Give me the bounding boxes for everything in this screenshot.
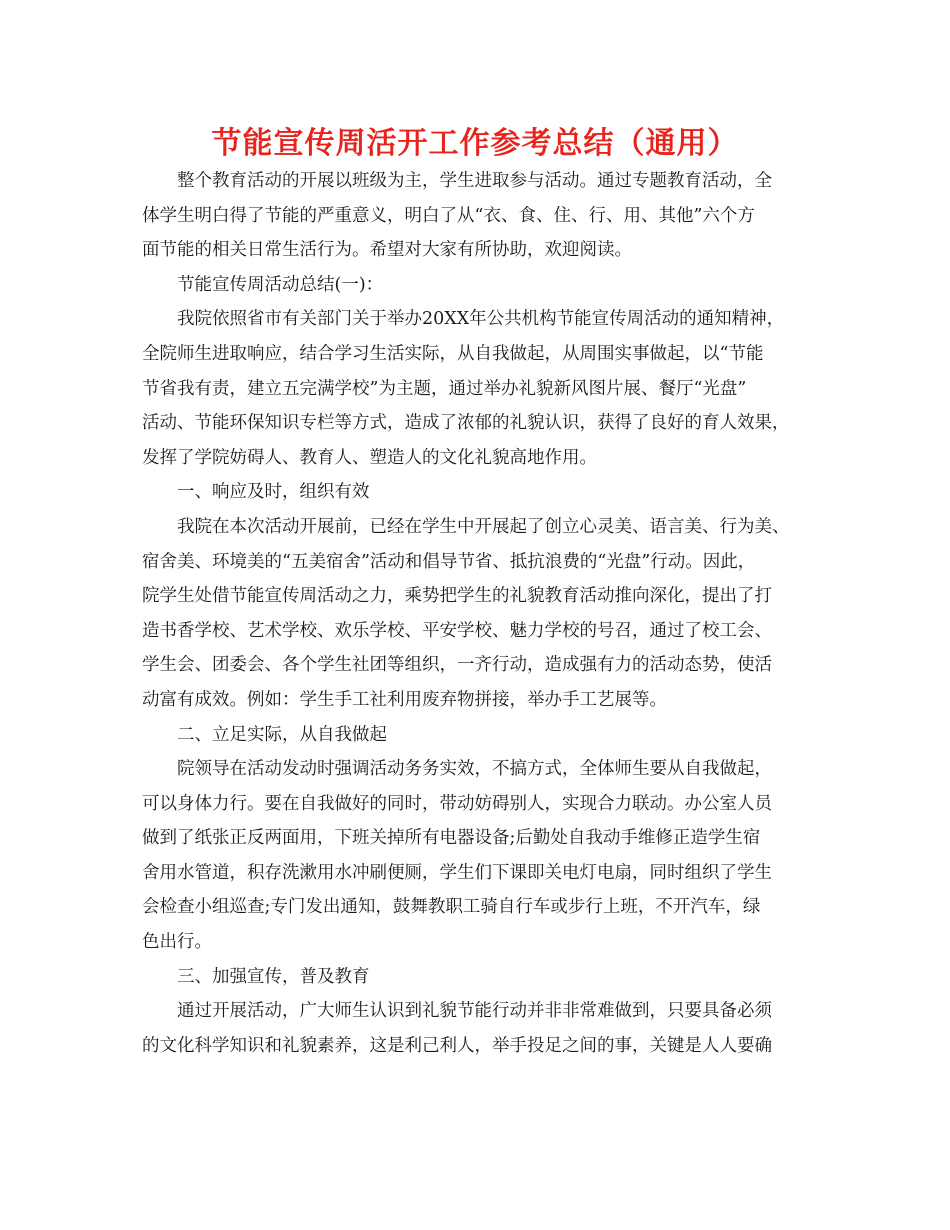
text-line: 舍用水管道，积存洗漱用水冲刷便厕，学生们下课即关电灯电扇，同时组织了学生	[142, 862, 772, 883]
text-line: 二、立足实际，从自我做起	[177, 724, 387, 745]
paragraph	[142, 268, 832, 303]
text-line: 我院在本次活动开展前，已经在学生中开展起了创立心灵美、语言美、行为美、	[177, 516, 790, 537]
text-line: 学生会、团委会、各个学生社团等组织，一齐行动，造成强有力的活动态势，使活	[142, 655, 772, 676]
paragraph	[142, 718, 832, 753]
text-line: 造书香学校、艺术学校、欢乐学校、平安学校、魅力学校的号召，通过了校工会、	[142, 620, 772, 641]
text-line: 我院依照省市有关部门关于举办20XX年公共机构节能宣传周活动的通知精神，	[177, 309, 785, 330]
paragraph	[142, 960, 832, 995]
text-line: 院学生处借节能宣传周活动之力，乘势把学生的礼貌教育活动推向深化，提出了打	[142, 586, 772, 607]
text-line: 节能宣传周活动总结(一)：	[177, 274, 384, 295]
paragraph	[142, 475, 832, 510]
text-line: 动富有成效。例如：学生手工社利用废弃物拼接，举办手工艺展等。	[142, 689, 667, 710]
paragraph	[142, 752, 832, 960]
text-line: 节省我有责，建立五完满学校”为主题，通过举办礼貌新风图片展、餐厅“光盘”	[142, 378, 747, 399]
text-line: 做到了纸张正反两面用，下班关掉所有电器设备;后勤处自我动手维修正造学生宿	[142, 828, 761, 849]
text-line: 整个教育活动的开展以班级为主，学生进取参与活动。通过专题教育活动，全	[177, 171, 772, 191]
paragraph	[142, 302, 832, 475]
text-line: 通过开展活动，广大师生认识到礼貌节能行动并非非常难做到，只要具备必须	[177, 1001, 772, 1022]
text-line: 三、加强宣传，普及教育	[177, 966, 370, 987]
text-line: 体学生明白得了节能的严重意义，明白了从“衣、食、住、行、用、其他”六个方	[142, 205, 755, 226]
text-line: 的文化科学知识和礼貌素养，这是利己利人，举手投足之间的事，关键是人人要确	[142, 1035, 772, 1056]
text-line: 宿舍美、环境美的“五美宿舍”活动和倡导节省、抵抗浪费的“光盘”行动。因此，	[142, 551, 756, 572]
text-line: 一、响应及时，组织有效	[177, 482, 370, 503]
text-line: 全院师生进取响应，结合学习生活实际，从自我做起，从周围实事做起，以“节能	[142, 343, 764, 364]
text-line: 可以身体力行。要在自我做好的同时，带动妨碍别人，实现合力联动。办公室人员	[142, 793, 772, 814]
document-body	[142, 164, 832, 1063]
text-line: 会检查小组巡查;专门发出通知，鼓舞教职工骑自行车或步行上班，不开汽车，绿	[142, 897, 761, 918]
text-line: 院领导在活动发动时强调活动务务实效，不搞方式，全体师生要从自我做起，	[177, 759, 772, 780]
document-title: 节能宣传周活开工作参考总结（通用）	[211, 126, 739, 161]
paragraph	[142, 510, 832, 718]
text-line: 发挥了学院妨碍人、教育人、塑造人的文化礼貌高地作用。	[142, 447, 597, 468]
paragraph	[142, 164, 832, 268]
text-line: 色出行。	[142, 932, 212, 953]
text-line: 面节能的相关日常生活行为。希望对大家有所协助，欢迎阅读。	[142, 240, 632, 261]
paragraph	[142, 994, 832, 1063]
text-line: 活动、节能环保知识专栏等方式，造成了浓郁的礼貌认识，获得了良好的育人效果，	[142, 413, 790, 434]
